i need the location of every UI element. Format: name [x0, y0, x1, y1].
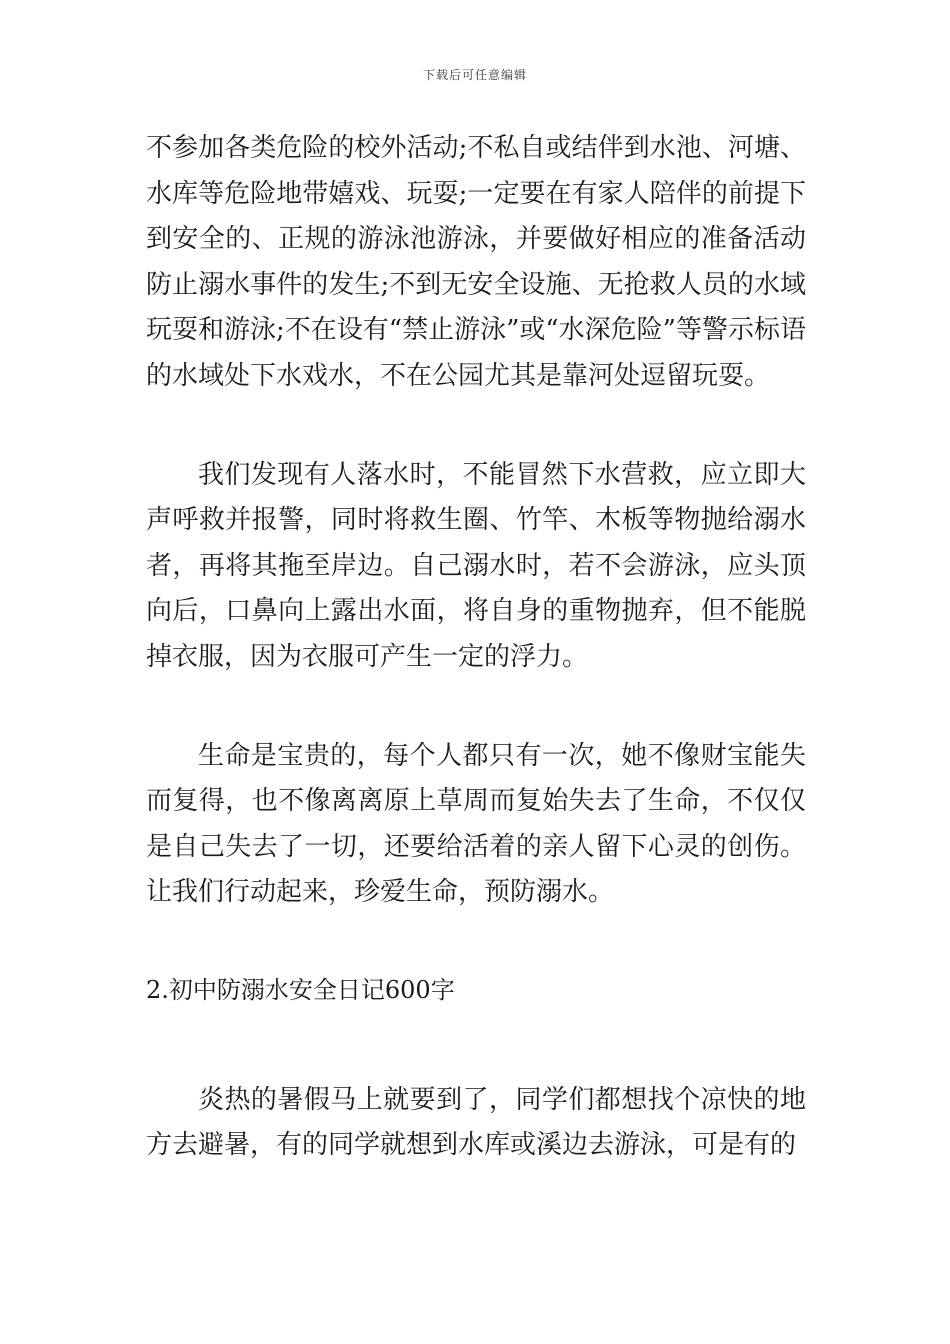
header-note: 下载后可任意编辑: [422, 68, 527, 82]
paragraph-safety-rules: 不参加各类危险的校外活动;不私自或结伴到水池、河塘、水库等危险地带嬉戏、玩耍;一定要在有家人陪伴的前提下到安全的、正规的游泳池游泳，并要做好相应的准备活动防止溺水事件的发生;不到无安全设施、无抢救人员的水域玩耍和游泳;不在设有“禁止游泳”或“水深危险”等警示标语的水域处下水戏水，不在公园尤其是靠河处逗留玩耍。: [146, 133, 806, 391]
document-body: [146, 126, 806, 1169]
section-heading: 2.初中防溺水安全日记600字: [146, 975, 455, 1004]
paragraph-rescue-advice: 我们发现有人落水时，不能冒然下水营救，应立即大声呼救并报警，同时将救生圈、竹竿、木板等物抛给溺水者，再将其拖至岸边。自己溺水时，若不会游泳，应头顶向后，口鼻向上露出水面，将自身的重物抛弃，但不能脱掉衣服，因为衣服可产生一定的浮力。: [146, 459, 806, 672]
paragraph-cherish-life: 生命是宝贵的，每个人都只有一次，她不像财宝能失而复得，也不像离离原上草周而复始失去了生命，不仅仅是自己失去了一切，还要给活着的亲人留下心灵的创伤。让我们行动起来，珍爱生命，预防溺水。: [146, 740, 806, 908]
paragraph-summer-intro: 炎热的暑假马上就要到了，同学们都想找个凉快的地方去避暑，有的同学就想到水库或溪边去游泳，可是有的: [146, 1084, 806, 1161]
